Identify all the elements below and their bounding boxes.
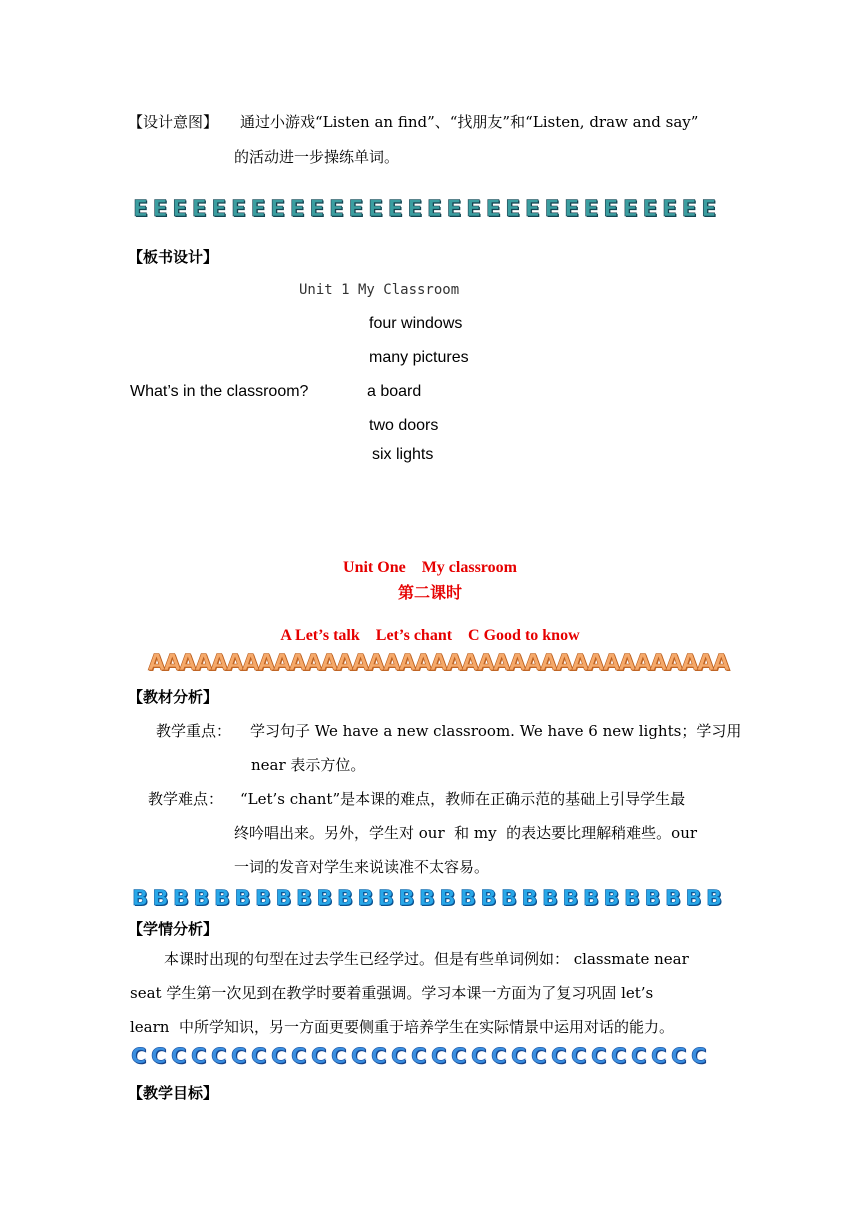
- decorative-b-border: [132, 886, 727, 910]
- decorative-letter: E: [172, 197, 188, 222]
- board-item-3: a board: [367, 383, 422, 400]
- decorative-letter: C: [211, 1044, 227, 1068]
- decorative-letter: A: [665, 651, 683, 676]
- decorative-letter: C: [511, 1044, 527, 1068]
- decorative-letter: A: [399, 651, 417, 676]
- decorative-letter: A: [508, 651, 526, 676]
- decorative-letter: B: [685, 886, 702, 910]
- teaching-goals-label: 【教学目标】: [128, 1084, 219, 1102]
- decorative-letter: E: [564, 197, 580, 222]
- decorative-letter: C: [491, 1044, 507, 1068]
- decorative-letter: A: [336, 651, 354, 676]
- decorative-letter: A: [351, 651, 369, 676]
- decorative-letter: A: [179, 651, 197, 676]
- decorative-c-border: [131, 1044, 711, 1068]
- decorative-letter: A: [618, 651, 636, 676]
- decorative-letter: B: [152, 886, 169, 910]
- difficulty-line2: 终吟唱出来。另外，学生对 our 和 my 的表达要比理解稍难些。our: [234, 824, 698, 842]
- decorative-letter: B: [439, 886, 456, 910]
- decorative-letter: E: [603, 197, 619, 222]
- decorative-letter: C: [451, 1044, 467, 1068]
- decorative-letter: A: [304, 651, 322, 676]
- board-design-label: 【板书设计】: [128, 248, 219, 266]
- decorative-letter: E: [328, 197, 344, 222]
- decorative-letter: E: [662, 197, 678, 222]
- decorative-letter: B: [398, 886, 415, 910]
- lesson-period: 第二课时: [397, 585, 462, 602]
- decorative-letter: B: [316, 886, 333, 910]
- decorative-letter: C: [471, 1044, 487, 1068]
- decorative-letter: E: [485, 197, 501, 222]
- decorative-letter: A: [367, 651, 385, 676]
- decorative-letter: A: [383, 651, 401, 676]
- decorative-letter: C: [131, 1044, 147, 1068]
- decorative-letter: E: [387, 197, 403, 222]
- difficulty-line3: 一词的发音对学生来说读准不太容易。: [234, 858, 490, 876]
- decorative-letter: A: [587, 651, 605, 676]
- design-intent-label: 【设计意图】: [128, 113, 219, 131]
- decorative-letter: A: [681, 651, 699, 676]
- decorative-letter: B: [624, 886, 641, 910]
- decorative-letter: A: [571, 651, 589, 676]
- decorative-letter: C: [571, 1044, 587, 1068]
- decorative-letter: E: [309, 197, 325, 222]
- decorative-letter: A: [226, 651, 244, 676]
- decorative-letter: C: [551, 1044, 567, 1068]
- student-line2: seat 学生第一次见到在教学时要着重强调。学习本课一方面为了复习巩固 let’s: [130, 984, 654, 1002]
- decorative-letter: C: [371, 1044, 387, 1068]
- decorative-letter: E: [426, 197, 442, 222]
- decorative-letter: A: [697, 651, 715, 676]
- decorative-letter: C: [231, 1044, 247, 1068]
- board-question: What’s in the classroom?: [130, 383, 309, 400]
- decorative-letter: A: [650, 651, 668, 676]
- decorative-letter: E: [446, 197, 462, 222]
- decorative-letter: E: [348, 197, 364, 222]
- decorative-letter: E: [505, 197, 521, 222]
- decorative-letter: E: [407, 197, 423, 222]
- material-analysis-label: 【教材分析】: [128, 688, 219, 706]
- decorative-letter: E: [152, 197, 168, 222]
- decorative-letter: E: [544, 197, 560, 222]
- decorative-letter: B: [214, 886, 231, 910]
- difficulty-label: 教学难点：: [148, 790, 224, 808]
- decorative-letter: B: [603, 886, 620, 910]
- decorative-letter: E: [133, 197, 149, 222]
- decorative-letter: C: [311, 1044, 327, 1068]
- design-intent-line2: 的活动进一步操练单词。: [234, 148, 400, 166]
- board-item-2: many pictures: [369, 349, 469, 366]
- board-item-1: four windows: [369, 315, 463, 332]
- decorative-letter: A: [540, 651, 558, 676]
- decorative-letter: E: [583, 197, 599, 222]
- decorative-letter: E: [230, 197, 246, 222]
- decorative-letter: C: [591, 1044, 607, 1068]
- decorative-letter: B: [255, 886, 272, 910]
- decorative-letter: A: [602, 651, 620, 676]
- decorative-letter: A: [195, 651, 213, 676]
- decorative-letter: B: [173, 886, 190, 910]
- decorative-letter: C: [391, 1044, 407, 1068]
- decorative-letter: A: [477, 651, 495, 676]
- decorative-letter: C: [191, 1044, 207, 1068]
- decorative-letter: A: [257, 651, 275, 676]
- decorative-letter: A: [461, 651, 479, 676]
- decorative-letter: B: [665, 886, 682, 910]
- decorative-letter: C: [271, 1044, 287, 1068]
- decorative-letter: B: [460, 886, 477, 910]
- decorative-letter: C: [171, 1044, 187, 1068]
- key-point-line2: near 表示方位。: [251, 756, 366, 774]
- decorative-letter: A: [414, 651, 432, 676]
- decorative-letter: E: [701, 197, 717, 222]
- decorative-letter: B: [337, 886, 354, 910]
- key-point-line1: 学习句子 We have a new classroom. We have 6 new lights；学习用: [250, 722, 742, 740]
- decorative-letter: B: [234, 886, 251, 910]
- decorative-letter: A: [148, 651, 166, 676]
- decorative-letter: E: [524, 197, 540, 222]
- decorative-letter: A: [289, 651, 307, 676]
- decorative-letter: A: [634, 651, 652, 676]
- decorative-letter: C: [291, 1044, 307, 1068]
- board-item-5: six lights: [372, 446, 434, 463]
- decorative-letter: E: [642, 197, 658, 222]
- decorative-letter: C: [411, 1044, 427, 1068]
- decorative-letter: C: [631, 1044, 647, 1068]
- decorative-letter: B: [378, 886, 395, 910]
- decorative-letter: B: [562, 886, 579, 910]
- decorative-letter: C: [531, 1044, 547, 1068]
- student-line3: learn 中所学知识，另一方面更要侧重于培养学生在实际情景中运用对话的能力。: [130, 1018, 674, 1036]
- lesson-title: Unit One My classroom: [343, 559, 517, 576]
- design-intent-line1: 通过小游戏“Listen an find”、“找朋友”和“Listen, draw and say”: [240, 113, 699, 131]
- decorative-letter: B: [501, 886, 518, 910]
- decorative-letter: A: [242, 651, 260, 676]
- decorative-letter: C: [651, 1044, 667, 1068]
- key-point-label: 教学重点：: [156, 722, 232, 740]
- decorative-letter: C: [151, 1044, 167, 1068]
- decorative-letter: E: [289, 197, 305, 222]
- board-item-4: two doors: [369, 417, 439, 434]
- decorative-letter: B: [132, 886, 149, 910]
- decorative-letter: A: [555, 651, 573, 676]
- decorative-letter: A: [524, 651, 542, 676]
- decorative-letter: A: [163, 651, 181, 676]
- decorative-letter: B: [706, 886, 723, 910]
- decorative-a-border: [148, 651, 728, 676]
- decorative-letter: C: [251, 1044, 267, 1068]
- lesson-parts: A Let’s talk Let’s chant C Good to know: [280, 627, 580, 644]
- decorative-letter: B: [521, 886, 538, 910]
- decorative-e-border: [133, 197, 721, 222]
- decorative-letter: E: [250, 197, 266, 222]
- decorative-letter: E: [211, 197, 227, 222]
- decorative-letter: E: [368, 197, 384, 222]
- decorative-letter: B: [296, 886, 313, 910]
- decorative-letter: B: [419, 886, 436, 910]
- difficulty-line1: “Let’s chant”是本课的难点，教师在正确示范的基础上引导学生最: [240, 790, 686, 808]
- decorative-letter: A: [712, 651, 730, 676]
- board-title: Unit 1 My Classroom: [299, 282, 460, 298]
- decorative-letter: E: [191, 197, 207, 222]
- decorative-letter: C: [611, 1044, 627, 1068]
- decorative-letter: C: [691, 1044, 707, 1068]
- decorative-letter: B: [583, 886, 600, 910]
- decorative-letter: A: [493, 651, 511, 676]
- decorative-letter: B: [357, 886, 374, 910]
- decorative-letter: B: [193, 886, 210, 910]
- decorative-letter: A: [430, 651, 448, 676]
- decorative-letter: A: [273, 651, 291, 676]
- decorative-letter: B: [480, 886, 497, 910]
- decorative-letter: C: [671, 1044, 687, 1068]
- decorative-letter: A: [320, 651, 338, 676]
- decorative-letter: A: [446, 651, 464, 676]
- decorative-letter: C: [331, 1044, 347, 1068]
- decorative-letter: B: [275, 886, 292, 910]
- student-line1: 本课时出现的句型在过去学生已经学过。但是有些单词例如： classmate near: [164, 950, 689, 968]
- decorative-letter: E: [622, 197, 638, 222]
- decorative-letter: E: [270, 197, 286, 222]
- decorative-letter: B: [644, 886, 661, 910]
- decorative-letter: C: [351, 1044, 367, 1068]
- decorative-letter: A: [210, 651, 228, 676]
- decorative-letter: C: [431, 1044, 447, 1068]
- student-analysis-label: 【学情分析】: [128, 920, 219, 938]
- decorative-letter: E: [681, 197, 697, 222]
- decorative-letter: E: [466, 197, 482, 222]
- decorative-letter: B: [542, 886, 559, 910]
